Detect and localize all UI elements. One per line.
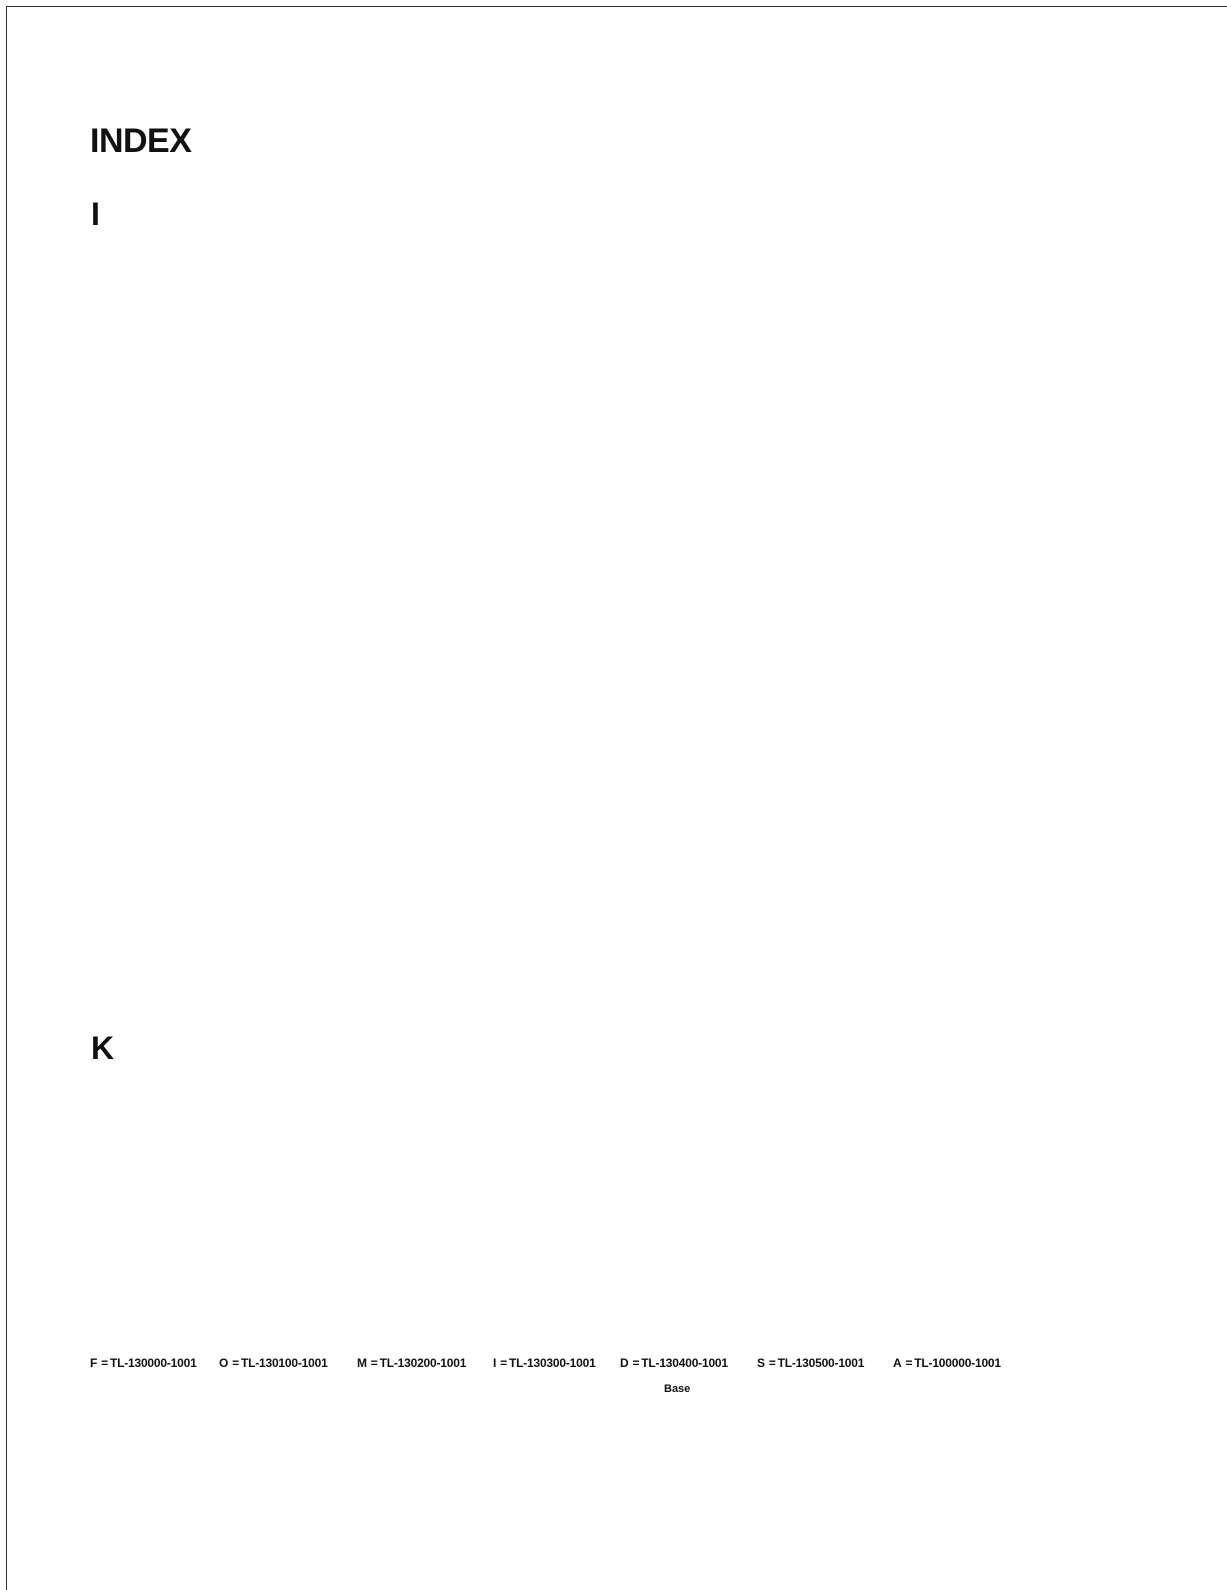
legend-code: F	[90, 1356, 98, 1370]
page-border-top	[6, 6, 1227, 7]
legend-item-o	[219, 1356, 328, 1370]
legend-item-m	[357, 1356, 466, 1370]
legend-equals: =	[905, 1356, 913, 1370]
legend-equals: =	[101, 1356, 108, 1370]
legend-value: TL-130300-1001	[508, 1356, 596, 1370]
legend-item-i	[493, 1356, 596, 1370]
legend-code: M	[357, 1356, 367, 1370]
manual-code-legend	[0, 1356, 1227, 1376]
legend-item-a	[893, 1356, 1001, 1370]
legend-equals: =	[500, 1356, 507, 1370]
legend-value: TL-130400-1001	[641, 1356, 728, 1370]
legend-code: S	[757, 1356, 765, 1370]
section-heading-i: I	[91, 196, 100, 232]
legend-equals: =	[232, 1356, 239, 1370]
section-heading-k: K	[91, 1030, 115, 1066]
legend-value: TL-130500-1001	[777, 1356, 865, 1370]
legend-code: O	[219, 1356, 229, 1370]
legend-code: A	[893, 1356, 902, 1370]
legend-value: TL-130000-1001	[109, 1356, 197, 1370]
legend-code: I	[493, 1356, 497, 1370]
legend-item-d	[620, 1356, 728, 1370]
legend-value: TL-100000-1001	[914, 1356, 1001, 1370]
page-title: INDEX	[90, 122, 192, 160]
legend-item-s	[757, 1356, 864, 1370]
page-border-left	[6, 6, 7, 1590]
legend-item-f	[90, 1356, 197, 1370]
legend-equals: =	[370, 1356, 378, 1370]
legend-code: D	[620, 1356, 629, 1370]
legend-equals: =	[632, 1356, 640, 1370]
base-label: Base	[664, 1383, 691, 1395]
legend-value: TL-130100-1001	[240, 1356, 328, 1370]
legend-equals: =	[768, 1356, 776, 1370]
legend-value: TL-130200-1001	[379, 1356, 467, 1370]
